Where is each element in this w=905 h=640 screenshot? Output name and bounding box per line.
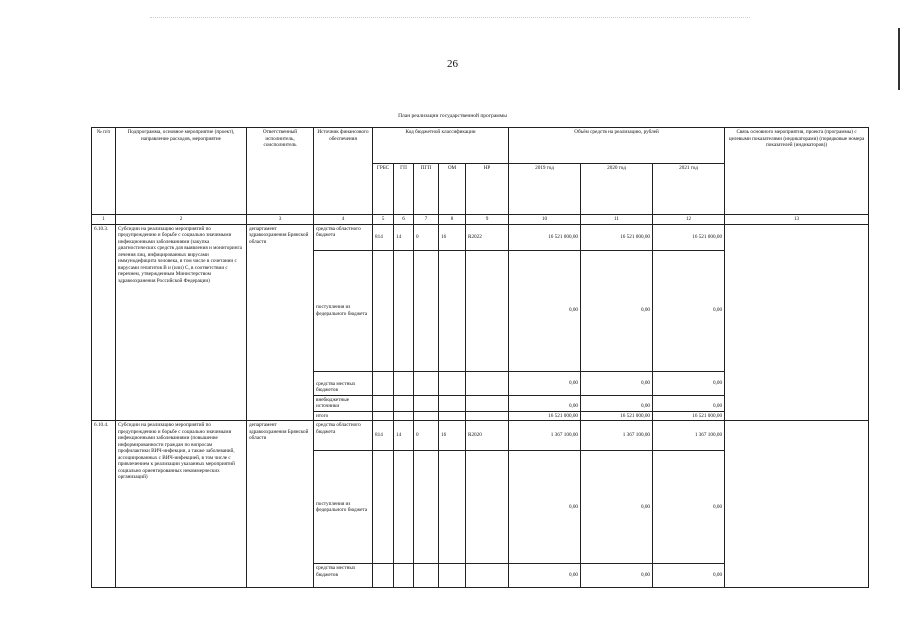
header-executor: Ответственный исполнитель, соисполнитель [247, 128, 314, 215]
source-label: поступления из федерального бюджета [314, 451, 373, 564]
header-2021: 2021 год [653, 164, 725, 215]
value-2021: 0,00 [653, 451, 725, 564]
grbs-cell: 814 [373, 224, 394, 250]
header-nr: НР [466, 164, 509, 215]
value-2020: 0,00 [581, 564, 653, 588]
header-pgp: ПГП [414, 164, 439, 215]
value-2020: 0,00 [581, 451, 653, 564]
header-volume: Объём средств на реализацию, рублей [509, 128, 725, 164]
nr-cell: R2022 [466, 224, 509, 250]
pgp-cell: 0 [414, 224, 439, 250]
value-2020: 0,00 [581, 371, 653, 395]
value-2019: 0,00 [509, 451, 581, 564]
value-2020: 1 367 100,00 [581, 421, 653, 451]
source-label: средства местных бюджетов [314, 564, 373, 588]
source-label: средства областного бюджета [314, 224, 373, 250]
value-2019: 0,00 [509, 250, 581, 371]
column-number-row [92, 215, 869, 225]
value-2019: 0,00 [509, 564, 581, 588]
value-2020: 0,00 [581, 250, 653, 371]
header-source: Источник финансового обеспечения [314, 128, 373, 215]
source-label: внебюджетные источники [314, 395, 373, 411]
value-2021: 0,00 [653, 395, 725, 411]
column-number: 13 [725, 215, 869, 225]
source-label: средства местных бюджетов [314, 371, 373, 395]
indicator-link [725, 421, 869, 588]
value-2021: 1 367 100,00 [653, 421, 725, 451]
header-2019: 2019 год [509, 164, 581, 215]
row-executor: департамент здравоохранения Брянской области [247, 224, 314, 421]
header-num: № п/п [92, 128, 116, 215]
source-label: поступления из федерального бюджета [314, 250, 373, 371]
column-number: 12 [653, 215, 725, 225]
row-number: 6.10.4. [92, 421, 116, 588]
column-number: 7 [414, 215, 439, 225]
header-name: Подпрограмма, основное мероприятие (проект), направление расходов, мероприятие [116, 128, 247, 215]
om-cell: 16 [439, 224, 466, 250]
column-number: 10 [509, 215, 581, 225]
column-number: 11 [581, 215, 653, 225]
value-2021: 0,00 [653, 371, 725, 395]
table-row [92, 224, 869, 250]
header-link: Связь основного мероприятия, проекта (программы) с целевыми показателями (индикаторами) (порядковые номера показателей (индикаторов)) [725, 128, 869, 215]
header-om: ОМ [439, 164, 466, 215]
header-budget-code: Код бюджетной классификации [373, 128, 509, 164]
om-cell: 16 [439, 421, 466, 451]
header-grbs: ГРБС [373, 164, 394, 215]
row-number: 6.10.3. [92, 224, 116, 421]
value-2019: 1 367 100,00 [509, 421, 581, 451]
value-2019: 16 521 000,00 [509, 224, 581, 250]
grbs-cell: 814 [373, 421, 394, 451]
column-number: 6 [394, 215, 414, 225]
gp-cell: 14 [394, 224, 414, 250]
total-2019: 16 521 000,00 [509, 411, 581, 421]
row-executor: департамент здравоохранения Брянской области [247, 421, 314, 588]
table-row [92, 421, 869, 451]
column-number: 2 [116, 215, 247, 225]
nr-cell: R2020 [466, 421, 509, 451]
column-number: 9 [466, 215, 509, 225]
scan-noise [150, 17, 750, 22]
column-number: 4 [314, 215, 373, 225]
value-2020: 16 521 000,00 [581, 224, 653, 250]
header-gp: ГП [394, 164, 414, 215]
value-2020: 0,00 [581, 395, 653, 411]
value-2019: 0,00 [509, 395, 581, 411]
source-label: средства областного бюджета [314, 421, 373, 451]
total-2021: 16 521 000,00 [653, 411, 725, 421]
total-2020: 16 521 000,00 [581, 411, 653, 421]
column-number: 5 [373, 215, 394, 225]
indicator-link [725, 224, 869, 421]
column-number: 1 [92, 215, 116, 225]
header-2020: 2020 год [581, 164, 653, 215]
row-description: Субсидии на реализацию мероприятий по предупреждению и борьбе с социально значимыми инфекционными заболеваниями (повышение информированности граждан по вопросам профилактики ВИЧ-инфекции, а также заболеваний, ассоциированных с ВИЧ-инфекцией, в том числе с привлечением к реализации указанных мероприятий социально ориентированных некоммерческих организаций) [116, 421, 247, 588]
value-2021: 0,00 [653, 250, 725, 371]
table-title: План реализации государственной программы [398, 113, 507, 119]
source-label-total: итого [314, 411, 373, 421]
column-number: 8 [439, 215, 466, 225]
header-row [92, 128, 869, 164]
pgp-cell: 0 [414, 421, 439, 451]
page-number: 26 [447, 58, 458, 70]
program-plan-table [91, 127, 869, 588]
value-2021: 16 521 000,00 [653, 224, 725, 250]
gp-cell: 14 [394, 421, 414, 451]
column-number: 3 [247, 215, 314, 225]
value-2019: 0,00 [509, 371, 581, 395]
row-description: Субсидии на реализацию мероприятий по предупреждению и борьбе с социально значимыми инфекционными заболеваниями (закупка диагностических средств для выявления и мониторинга лечения лиц, инфицированных вирусами иммунодефицита человека, в том числе в сочетании с вирусами гепатитов В и (или) С, в соответствии с перечнем, утвержденным Министерством здравоохранения Российской Федерации) [116, 224, 247, 421]
value-2021: 0,00 [653, 564, 725, 588]
